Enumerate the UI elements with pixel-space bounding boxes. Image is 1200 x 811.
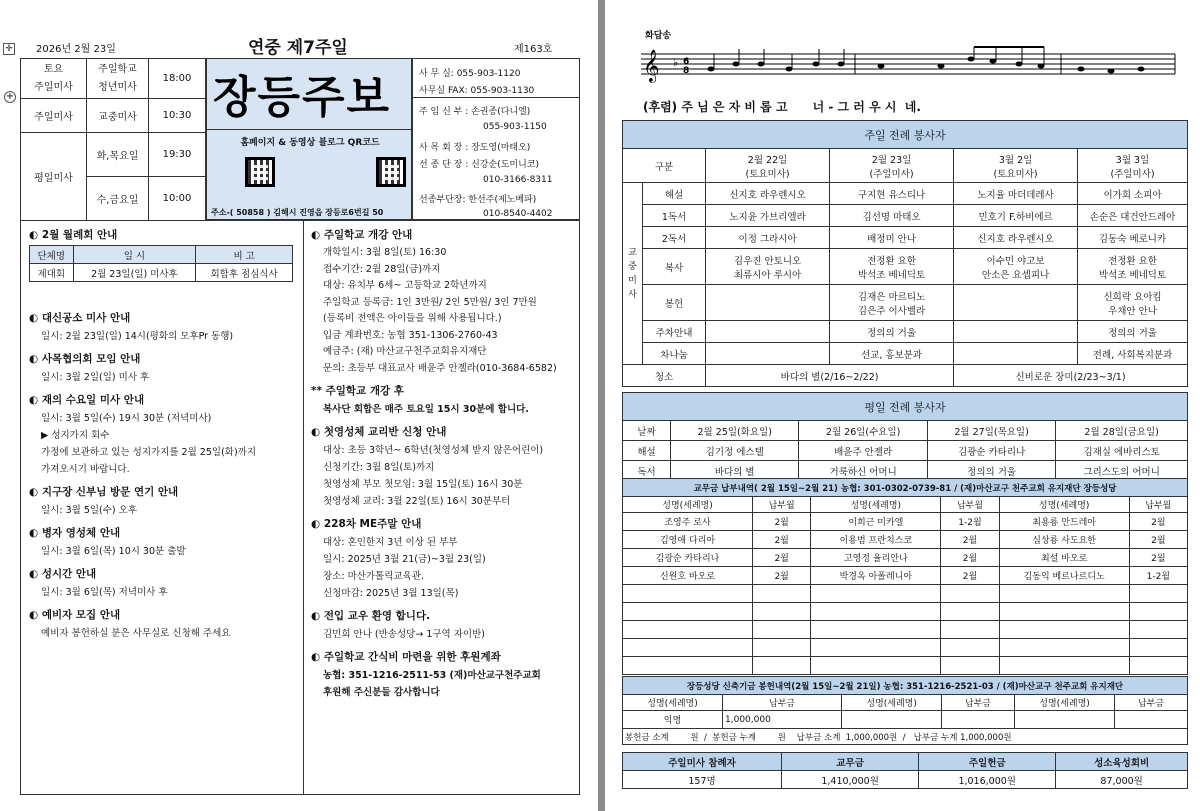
empty-cell — [999, 657, 1129, 675]
empty-cell — [1115, 711, 1188, 729]
empty-cell — [1129, 603, 1187, 621]
col-head: 성명(세례명) — [623, 497, 753, 513]
empty-cell — [842, 711, 942, 729]
schedule-cell: 토요 주일미사 — [21, 59, 87, 99]
empty-cell — [623, 657, 753, 675]
notice-title: ◐ 재의 수요일 미사 안내 — [29, 392, 299, 407]
svg-text:♭: ♭ — [673, 56, 679, 69]
notice-title: ◐ 성시간 안내 — [29, 566, 299, 581]
col-head: 납부월 — [753, 497, 811, 513]
role: 2독서 — [643, 227, 706, 249]
table-cell: 바다의 별(2/16~2/22) — [706, 365, 954, 387]
psalm-music-staff — [641, 44, 1181, 84]
left-page — [0, 0, 598, 811]
table-title: 평일 전례 봉사자 — [623, 393, 1188, 421]
table-cell: 157명 — [623, 771, 782, 789]
notice-body: 대상: 초등 3학년~ 6학년(첫영성체 받지 않은어린이) 신청기간: 3월 8일(토)까지 첫영성체 부모 첫모임: 3월 15일(토) 16시 30분 첫영성체 교리: 3월 22일(토) 16시 30분부터 — [323, 445, 544, 507]
table-cell: 손순은 대건안드레아 — [1078, 205, 1188, 227]
col-head: 2월 27일(목요일) — [927, 421, 1055, 441]
contact-line: 선 종 단 장 : 신강순(도미니코) — [419, 160, 539, 170]
table-cell: 2월 — [753, 531, 811, 549]
empty-cell — [623, 639, 753, 657]
table-cell: 1,000,000 — [723, 711, 842, 729]
schedule-time: 10:00 — [149, 177, 206, 221]
table-cell: 2월 — [1129, 531, 1187, 549]
table-cell: 1-2월 — [1129, 567, 1187, 585]
empty-cell — [753, 639, 811, 657]
move-handle-icon[interactable]: ✛ — [3, 43, 15, 55]
table-cell: 김광순 카타리나 — [927, 441, 1055, 461]
table-cell: 2월 — [1129, 549, 1187, 567]
empty-cell — [941, 621, 999, 639]
contact-line: 선종부단장: 한선주(제노베파) — [419, 195, 537, 205]
table-cell — [954, 321, 1078, 343]
table-title: 장등성당 신축기금 봉헌내역(2월 15일~2월 21일) 농협: 351-1216-2521-03 / (재)마산교구 천주교회 유지재단 — [623, 677, 1188, 695]
empty-cell — [941, 585, 999, 603]
table-cell: 김동숙 베로니카 — [1078, 227, 1188, 249]
table-cell: 노지율 마더데레사 — [954, 183, 1078, 205]
empty-cell — [811, 639, 941, 657]
contact-line: 010-3166-8311 — [483, 175, 553, 185]
blog-qr-icon[interactable] — [376, 157, 406, 187]
notice-body: 개학일시: 3월 8일(토) 16:30 접수기간: 2월 28일(금)까지 대상: 유치부 6세~ 고등학교 2학년까지 주일학교 등록금: 1인 3만원/ 2인 5만원/ 3인 7만원 (등록비 전액은 아이들을 위해 사용됩니다.) 입금 계좌번호: 농협 351-1306-2760-43 예금주: (재) 마산교구천주교회유지재단 문의: 초등부 대표교사 배윤주 안젤라(010-3684-6582) — [323, 247, 557, 374]
empty-cell — [753, 621, 811, 639]
col-head: 납부금 — [723, 695, 842, 711]
table-cell: 김동익 베르나르디노 — [999, 567, 1129, 585]
table-cell: 2월 — [753, 549, 811, 567]
table-cell: 신원호 바오로 — [623, 567, 753, 585]
meeting-cell: 제대회 — [30, 264, 74, 282]
schedule-time: 19:30 — [149, 133, 206, 177]
contacts-box — [412, 58, 580, 220]
col-head: 성명(세례명) — [1015, 695, 1115, 711]
schedule-cell: 평일미사 — [21, 133, 87, 221]
table-cell: 신지호 라우렌시오 — [954, 227, 1078, 249]
table-cell: 이희근 미카엘 — [811, 513, 941, 531]
empty-cell — [942, 711, 1015, 729]
bulletin-logo: 장등주보 — [213, 72, 392, 123]
col-head: 2월 25일(화요일) — [671, 421, 799, 441]
table-cell: 이용범 프란치스코 — [811, 531, 941, 549]
notice-title: ◐ 228차 ME주말 안내 — [311, 516, 579, 531]
empty-cell — [811, 657, 941, 675]
table-cell: 바다의 별 — [671, 461, 799, 481]
table-cell: 조영주 로사 — [623, 513, 753, 531]
col-head: 2월 26일(수요일) — [799, 421, 927, 441]
table-cell: 김우진 안토니오 최류시아 루시아 — [706, 249, 830, 285]
schedule-cell: 화,목요일 — [87, 133, 149, 177]
schedule-cell: 교중미사 — [87, 99, 149, 133]
meeting-table — [29, 245, 293, 282]
empty-cell — [623, 603, 753, 621]
notice-body: 농협: 351-1216-2511-53 (재)마산교구천주교회 후원해 주신분들 감사합니다 — [323, 670, 541, 698]
empty-cell — [1015, 711, 1115, 729]
table-cell: 2월 — [941, 549, 999, 567]
issue-number: 제163호 — [514, 44, 553, 55]
empty-cell — [999, 639, 1129, 657]
schedule-time: 18:00 — [149, 59, 206, 99]
col-head: 2월 22일 (토요미사) — [706, 149, 830, 183]
table-cell: 2월 — [941, 567, 999, 585]
table-cell: 이가희 소피아 — [1078, 183, 1188, 205]
table-cell — [706, 321, 830, 343]
notice-body: 일시: 3월 2일(일) 미사 후 — [41, 372, 150, 383]
contact-line: 010-8540-4402 — [483, 209, 553, 219]
table-cell: 김선명 마태오 — [830, 205, 954, 227]
logo-box — [206, 58, 412, 220]
empty-cell — [811, 603, 941, 621]
empty-cell — [999, 603, 1129, 621]
notice-title: ◐ 첫영성체 교리반 신청 안내 — [311, 424, 579, 439]
col-head: 납부월 — [1129, 497, 1187, 513]
notice-title: ◐ 전입 교우 환영 합니다. — [311, 608, 579, 623]
role: 복사 — [643, 249, 706, 285]
table-cell: 노지윤 가브리엘라 — [706, 205, 830, 227]
notice-title: ◐ 예비자 모집 안내 — [29, 607, 299, 622]
sunday-servers-table — [622, 120, 1188, 387]
table-cell: 전정환 요한 박석조 베네딕토 — [830, 249, 954, 285]
contact-line: 사무실 FAX: 055-903-1130 — [419, 86, 535, 96]
notice-body: 일시: 2월 23일(일) 14시(평화의 모후Pr 동행) — [41, 331, 234, 342]
qr-title: 홈페이지 & 동영상 블로그 QR코드 — [240, 138, 380, 148]
contact-line: 주 임 신 부 : 손권종(다니엘) — [419, 107, 531, 117]
fund-summary: 봉헌금 소계 원 / 봉헌금 누계 원 납부금 소계 1,000,000원 / 납부금 누계 1,000,000원 — [623, 729, 1188, 745]
empty-cell — [941, 603, 999, 621]
role: 봉헌 — [643, 285, 706, 321]
col-head: 주일헌금 — [919, 753, 1056, 771]
table-cell: 신비로운 장미(2/23~3/1) — [954, 365, 1188, 387]
bulletin-date: 2026년 2월 23일 — [36, 44, 116, 55]
table-cell: 배정미 안나 — [830, 227, 954, 249]
col-head: 구분 — [623, 149, 706, 183]
mass-schedule — [20, 58, 206, 221]
psalm-label: 화답송 — [645, 31, 672, 41]
table-cell: 2월 — [753, 567, 811, 585]
kyomu-table — [622, 478, 1188, 675]
side-label: 교 중 미 사 — [623, 183, 643, 365]
table-cell — [954, 343, 1078, 365]
treble-clef-icon: 𝄞 — [643, 49, 660, 82]
svg-text:6: 6 — [683, 57, 690, 67]
table-cell: 김광순 카타리나 — [623, 549, 753, 567]
schedule-time: 10:30 — [149, 99, 206, 133]
table-cell — [706, 285, 830, 321]
notice-title: ◐ 주일학교 개강 안내 — [311, 227, 579, 242]
page-title: 연중 제7주일 — [248, 38, 348, 58]
schedule-cell: 주일미사 — [21, 99, 87, 133]
table-cell: 박경옥 아폴레니아 — [811, 567, 941, 585]
col-head: 교무금 — [782, 753, 919, 771]
left-notices — [29, 227, 299, 648]
psalm-lyric: (후렴) 주 님 은 자 비 롭 고 너 - 그 러 우 시 네. — [643, 100, 921, 114]
totals-table — [622, 752, 1188, 789]
role: 청소 — [623, 365, 706, 387]
notice-body: 일시: 3월 5일(수) 오후 — [41, 505, 138, 516]
notice-title: ◐ 2월 월례회 안내 — [29, 227, 299, 242]
empty-cell — [623, 585, 753, 603]
svg-text:8: 8 — [683, 66, 690, 76]
table-cell: 신희락 요아킴 우채안 안나 — [1078, 285, 1188, 321]
empty-cell — [1129, 639, 1187, 657]
table-cell: 이수민 야고보 안소은 요셉피나 — [954, 249, 1078, 285]
schedule-cell: 수,금요일 — [87, 177, 149, 221]
col-head: 2월 28일(금요일) — [1056, 421, 1188, 441]
table-cell: 김영애 다리아 — [623, 531, 753, 549]
table-cell: 김재은 마르티노 김은주 이사벨라 — [830, 285, 954, 321]
empty-cell — [753, 603, 811, 621]
table-cell: 정의의 거울 — [927, 461, 1055, 481]
notice-title: ◐ 사목협의회 모임 안내 — [29, 351, 299, 366]
col-head: 납부월 — [941, 497, 999, 513]
empty-cell — [753, 657, 811, 675]
church-fund-table — [622, 676, 1188, 745]
meeting-head: 단체명 — [30, 246, 74, 264]
col-head: 주일미사 참례자 — [623, 753, 782, 771]
table-cell: 심상룡 사도요한 — [999, 531, 1129, 549]
table-cell: 정의의 거울 — [1078, 321, 1188, 343]
schedule-cell: 주일학교 청년미사 — [87, 59, 149, 99]
empty-cell — [1129, 585, 1187, 603]
homepage-qr-icon[interactable] — [245, 157, 275, 187]
role: 주차안내 — [643, 321, 706, 343]
table-cell: 선교, 홍보분과 — [830, 343, 954, 365]
empty-cell — [941, 639, 999, 657]
table-cell: 1,016,000원 — [919, 771, 1056, 789]
church-address: 주소-( 50858 ) 김해시 진영읍 장등로6번길 50 — [211, 208, 384, 217]
table-cell: 87,000원 — [1056, 771, 1188, 789]
role: 해설 — [623, 441, 671, 461]
table-cell — [706, 343, 830, 365]
right-page — [605, 0, 1200, 811]
table-cell: 전례, 사회복지분과 — [1078, 343, 1188, 365]
empty-cell — [1129, 657, 1187, 675]
meeting-cell: 2월 23일(일) 미사후 — [73, 264, 196, 282]
col-head: 날짜 — [623, 421, 671, 441]
notice-body: 복사단 회합은 매주 토요일 15시 30분에 합니다. — [323, 404, 529, 415]
col-head: 성명(세례명) — [842, 695, 942, 711]
right-notices — [311, 227, 579, 707]
notice-title: ◐ 대신공소 미사 안내 — [29, 310, 299, 325]
table-cell: 신지호 라우렌시오 — [706, 183, 830, 205]
table-title: 교무금 납부내역( 2월 15일~2월 21) 농협: 301-0302-0739-81 / (재)마산교구 천주교회 유지재단 장등성당 — [623, 479, 1188, 497]
table-cell: 2월 — [941, 531, 999, 549]
col-head: 3월 3일 (주일미사) — [1078, 149, 1188, 183]
table-cell: 거룩하신 어머니 — [799, 461, 927, 481]
contact-line: 사 무 실: 055-903-1120 — [419, 69, 521, 79]
notices-area — [20, 220, 580, 795]
table-cell: 1-2월 — [941, 513, 999, 531]
col-head: 성명(세례명) — [811, 497, 941, 513]
col-head: 2월 23일 (주일미사) — [830, 149, 954, 183]
meeting-head: 비 고 — [196, 246, 293, 264]
table-cell: 최용룡 안드레아 — [999, 513, 1129, 531]
role: 독서 — [623, 461, 671, 481]
notice-body: 예비자 봉헌하실 분은 사무실로 신청해 주세요 — [41, 628, 231, 639]
table-cell: 김기정 에스텔 — [671, 441, 799, 461]
empty-cell — [753, 585, 811, 603]
notice-title: ◐ 주일학교 간식비 마련을 위한 후원계좌 — [311, 649, 579, 664]
table-cell: 민호기 F.하비에르 — [954, 205, 1078, 227]
empty-cell — [999, 585, 1129, 603]
empty-cell — [623, 621, 753, 639]
table-cell: 고영정 율리안나 — [811, 549, 941, 567]
contact-line: 사 목 회 장 : 장도영(마태오) — [419, 143, 531, 153]
notice-body: 일시: 3월 5일(수) 19시 30분 (저녁미사) ▶ 성지가지 회수 가정에 보관하고 있는 성지가지를 2월 25일(화)까지 가져오시기 바랍니다. — [41, 413, 257, 475]
table-cell: 전정환 요한 박석조 베네딕토 — [1078, 249, 1188, 285]
meeting-cell: 회합후 점심식사 — [196, 264, 293, 282]
role: 1독서 — [643, 205, 706, 227]
empty-cell — [1129, 621, 1187, 639]
table-cell: 이정 그라시아 — [706, 227, 830, 249]
col-head: 성소육성회비 — [1056, 753, 1188, 771]
col-head: 3월 2일 (토요미사) — [954, 149, 1078, 183]
table-cell: 김재실 에바리스토 — [1056, 441, 1188, 461]
table-title: 주일 전례 봉사자 — [623, 121, 1188, 149]
table-cell — [954, 285, 1078, 321]
empty-cell — [999, 621, 1129, 639]
table-cell: 최설 바오로 — [999, 549, 1129, 567]
table-cell: 2월 — [1129, 513, 1187, 531]
weekday-servers-table — [622, 392, 1188, 481]
col-head: 성명(세례명) — [623, 695, 723, 711]
notice-body: 일시: 3월 6일(목) 저녁미사 후 — [41, 587, 168, 598]
table-cell: 배윤주 안젤라 — [799, 441, 927, 461]
meeting-head: 일 시 — [73, 246, 196, 264]
notice-title: ◐ 병자 영성체 안내 — [29, 525, 299, 540]
empty-cell — [941, 657, 999, 675]
table-cell: 익명 — [623, 711, 723, 729]
table-cell: 구지현 유스티나 — [830, 183, 954, 205]
notice-body: 대상: 혼인한지 3년 이상 된 부부 일시: 2025년 3월 21(금)~3월 23(일) 장소: 마산가톨릭교육관. 신청마감: 2025년 3월 13일(목) — [323, 537, 486, 599]
role: 해설 — [643, 183, 706, 205]
role: 차나눔 — [643, 343, 706, 365]
notice-title: ** 주일학교 개강 후 — [311, 385, 404, 397]
empty-cell — [811, 585, 941, 603]
table-cell: 그리스도의 어머니 — [1056, 461, 1188, 481]
notice-body: 김민희 안나 (반송성당→ 1구역 자이반) — [323, 629, 485, 640]
notice-title: ◐ 지구장 신부님 방문 연기 안내 — [29, 484, 299, 499]
col-head: 납부금 — [942, 695, 1015, 711]
table-cell: 1,410,000원 — [782, 771, 919, 789]
notice-body: 일시: 3월 6일(목) 10시 30분 출발 — [41, 546, 186, 557]
empty-cell — [811, 621, 941, 639]
add-icon[interactable]: + — [5, 91, 15, 102]
table-cell: 2월 — [753, 513, 811, 531]
col-head: 납부금 — [1115, 695, 1188, 711]
contact-line: 055-903-1150 — [483, 122, 547, 132]
col-head: 성명(세례명) — [999, 497, 1129, 513]
table-cell: 정의의 거울 — [830, 321, 954, 343]
